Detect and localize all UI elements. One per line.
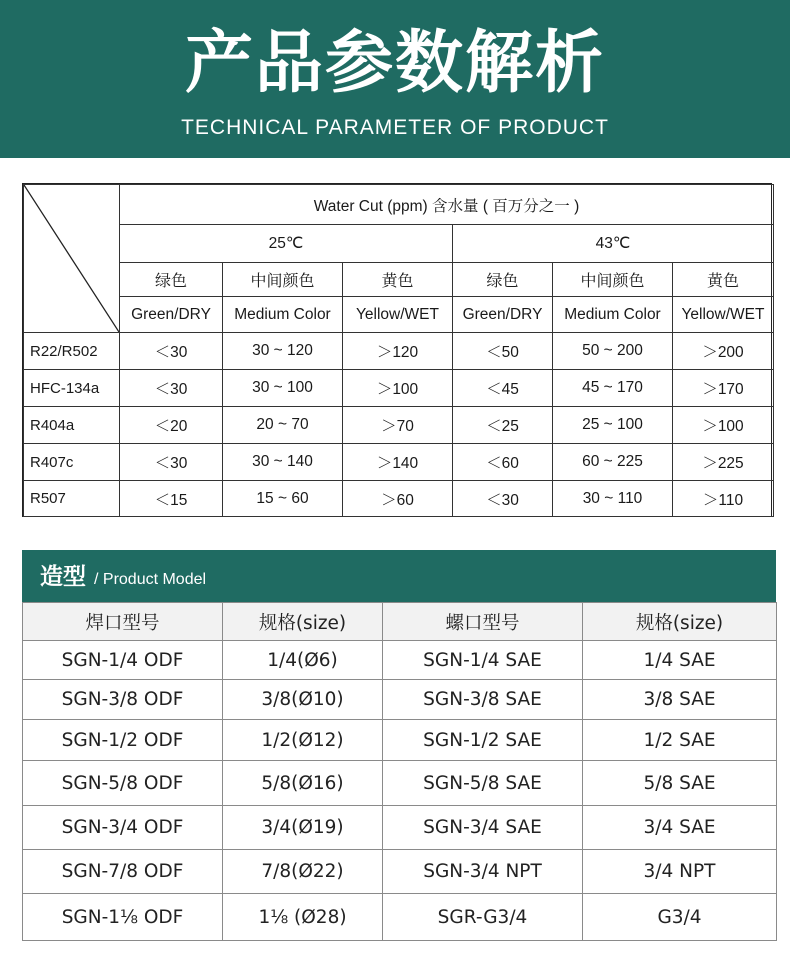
model-cell: SGN-1⅛ ODF	[23, 894, 223, 941]
table-row	[24, 444, 774, 481]
color-zh-header: 中间颜色	[553, 263, 673, 297]
section-title-en: / Product Model	[94, 571, 207, 588]
size-cell: 5/8 SAE	[583, 761, 777, 806]
value-cell: 25 ~ 100	[553, 407, 673, 444]
table-row	[23, 894, 777, 941]
color-zh-header: 中间颜色	[223, 263, 343, 297]
color-zh-header: 绿色	[120, 263, 223, 297]
model-cell: SGN-3/8 ODF	[23, 680, 223, 720]
product-model-table	[22, 550, 776, 941]
value-cell: ＞170	[673, 370, 774, 407]
color-zh-header: 绿色	[453, 263, 553, 297]
size-cell: 3/4 SAE	[583, 806, 777, 850]
table-row	[24, 481, 774, 517]
model-cell: SGN-1/4 ODF	[23, 641, 223, 680]
value-cell: ＞60	[343, 481, 453, 517]
size-cell: 1/4 SAE	[583, 641, 777, 680]
size-cell: 1/4(Ø6)	[223, 641, 383, 680]
header-banner	[0, 0, 790, 158]
refrigerant-cell: R404a	[24, 407, 120, 444]
value-cell: ＜50	[453, 333, 553, 370]
color-zh-header: 黄色	[673, 263, 774, 297]
page-subtitle: TECHNICAL PARAMETER OF PRODUCT	[181, 116, 609, 139]
table-row	[23, 680, 777, 720]
column-header: 螺口型号	[383, 603, 583, 641]
color-en-header: Medium Color	[223, 297, 343, 333]
corner-diagonal-cell	[24, 185, 120, 333]
refrigerant-cell: R407c	[24, 444, 120, 481]
value-cell: ＜20	[120, 407, 223, 444]
model-cell: SGN-1/2 ODF	[23, 720, 223, 761]
table-row	[24, 407, 774, 444]
model-cell: SGN-3/4 NPT	[383, 850, 583, 894]
column-header: 焊口型号	[23, 603, 223, 641]
column-header: 规格(size)	[223, 603, 383, 641]
color-en-header: Yellow/WET	[673, 297, 774, 333]
value-cell: 30 ~ 100	[223, 370, 343, 407]
page-title: 产品参数解析	[184, 24, 605, 103]
size-cell: 3/4 NPT	[583, 850, 777, 894]
value-cell: 15 ~ 60	[223, 481, 343, 517]
table-row	[24, 333, 774, 370]
section-title-zh: 造型	[40, 564, 86, 590]
size-cell: 1/2 SAE	[583, 720, 777, 761]
value-cell: ＜30	[120, 444, 223, 481]
water-cut-table	[22, 183, 772, 517]
refrigerant-cell: R507	[24, 481, 120, 517]
value-cell: 50 ~ 200	[553, 333, 673, 370]
temp-25-header: 25℃	[120, 225, 453, 263]
model-cell: SGN-7/8 ODF	[23, 850, 223, 894]
value-cell: ＜30	[120, 333, 223, 370]
table-row	[23, 850, 777, 894]
table-row	[23, 641, 777, 680]
size-cell: 3/8(Ø10)	[223, 680, 383, 720]
refrigerant-cell: HFC-134a	[24, 370, 120, 407]
product-model-header	[22, 550, 776, 602]
value-cell: ＜60	[453, 444, 553, 481]
color-en-header: Medium Color	[553, 297, 673, 333]
refrigerant-cell: R22/R502	[24, 333, 120, 370]
model-cell: SGN-3/4 ODF	[23, 806, 223, 850]
value-cell: 30 ~ 120	[223, 333, 343, 370]
water-cut-header: Water Cut (ppm) 含水量 ( 百万分之一 )	[120, 185, 774, 225]
model-cell: SGR-G3/4	[383, 894, 583, 941]
table-row	[23, 761, 777, 806]
temp-43-header: 43℃	[453, 225, 774, 263]
value-cell: 45 ~ 170	[553, 370, 673, 407]
table-row	[23, 720, 777, 761]
size-cell: 5/8(Ø16)	[223, 761, 383, 806]
value-cell: 20 ~ 70	[223, 407, 343, 444]
model-cell: SGN-3/4 SAE	[383, 806, 583, 850]
value-cell: ＜15	[120, 481, 223, 517]
size-cell: 3/8 SAE	[583, 680, 777, 720]
color-en-header: Green/DRY	[453, 297, 553, 333]
model-cell: SGN-5/8 ODF	[23, 761, 223, 806]
size-cell: G3/4	[583, 894, 777, 941]
size-cell: 1⅛ (Ø28)	[223, 894, 383, 941]
value-cell: ＞225	[673, 444, 774, 481]
value-cell: ＞100	[673, 407, 774, 444]
value-cell: ＞120	[343, 333, 453, 370]
model-cell: SGN-1/4 SAE	[383, 641, 583, 680]
value-cell: ＞70	[343, 407, 453, 444]
value-cell: 30 ~ 140	[223, 444, 343, 481]
table-row	[24, 370, 774, 407]
diagonal-line-icon	[24, 185, 119, 332]
value-cell: ＜30	[453, 481, 553, 517]
value-cell: ＞100	[343, 370, 453, 407]
value-cell: ＞110	[673, 481, 774, 517]
value-cell: 30 ~ 110	[553, 481, 673, 517]
value-cell: ＞200	[673, 333, 774, 370]
model-cell: SGN-1/2 SAE	[383, 720, 583, 761]
value-cell: ＞140	[343, 444, 453, 481]
model-cell: SGN-3/8 SAE	[383, 680, 583, 720]
color-en-header: Green/DRY	[120, 297, 223, 333]
table-row	[23, 806, 777, 850]
value-cell: 60 ~ 225	[553, 444, 673, 481]
value-cell: ＜45	[453, 370, 553, 407]
size-cell: 3/4(Ø19)	[223, 806, 383, 850]
color-zh-header: 黄色	[343, 263, 453, 297]
size-cell: 7/8(Ø22)	[223, 850, 383, 894]
size-cell: 1/2(Ø12)	[223, 720, 383, 761]
column-header: 规格(size)	[583, 603, 777, 641]
value-cell: ＜25	[453, 407, 553, 444]
color-en-header: Yellow/WET	[343, 297, 453, 333]
model-cell: SGN-5/8 SAE	[383, 761, 583, 806]
value-cell: ＜30	[120, 370, 223, 407]
